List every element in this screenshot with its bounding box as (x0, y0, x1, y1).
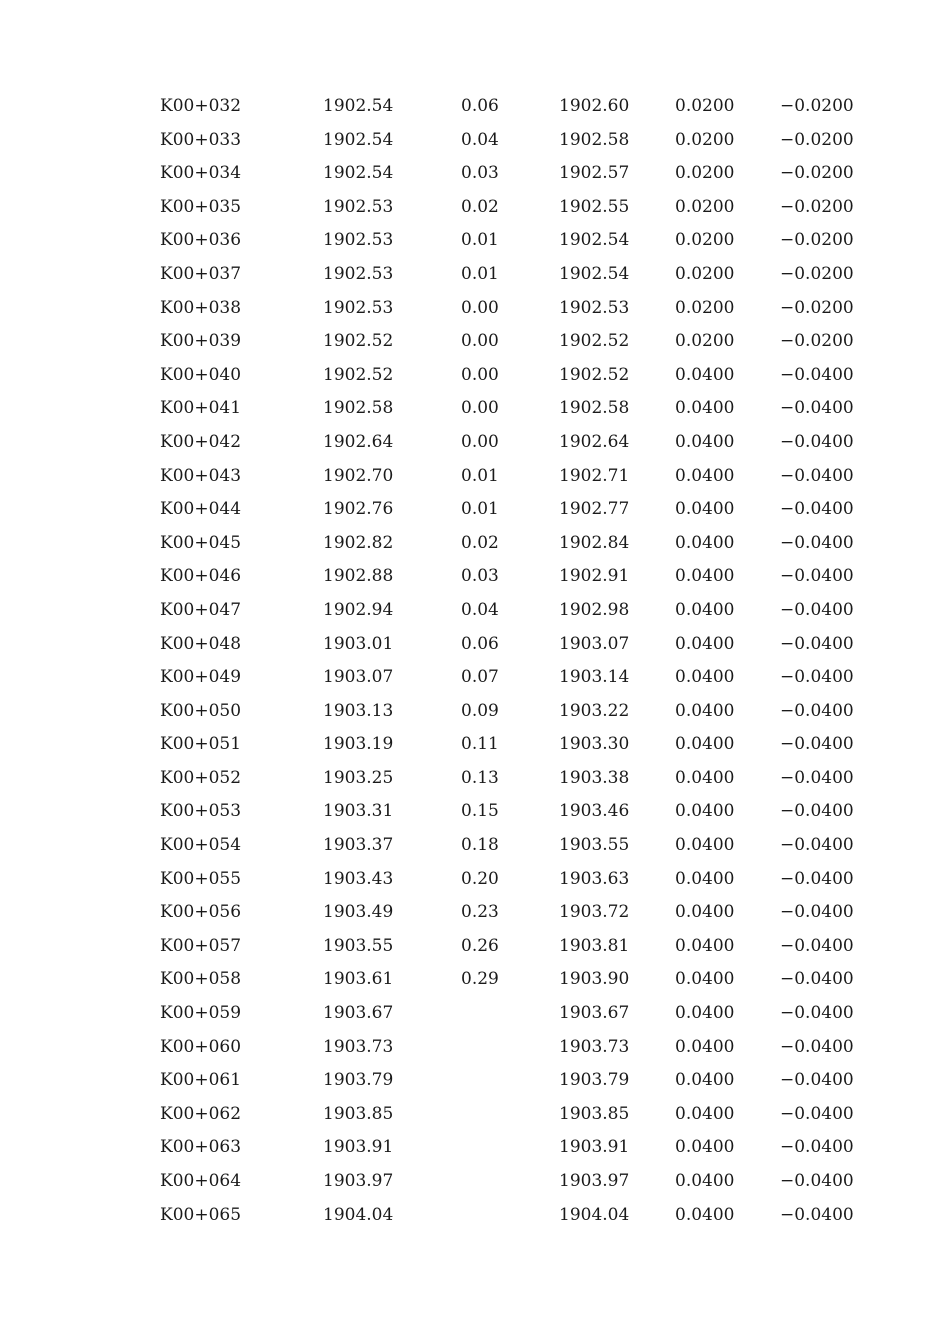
table-row (0, 963, 950, 997)
table-row (0, 157, 950, 191)
difference-cell: 0.00 (461, 331, 499, 352)
station-cell: K00+059 (160, 1003, 242, 1024)
design-elevation-cell: 1902.52 (559, 331, 630, 352)
difference-cell: 0.01 (461, 465, 499, 486)
station-cell: K00+061 (160, 1070, 242, 1091)
station-cell: K00+065 (160, 1204, 242, 1225)
station-cell: K00+032 (160, 96, 242, 116)
table-row (0, 728, 950, 762)
right-slope-cell: 0.0400 (675, 1036, 735, 1057)
difference-cell: 0.06 (461, 96, 499, 116)
design-elevation-cell: 1902.54 (559, 263, 630, 284)
station-cell: K00+039 (160, 331, 242, 352)
table-row (0, 560, 950, 594)
elevation-cell: 1904.04 (323, 1204, 394, 1225)
station-cell: K00+045 (160, 532, 242, 553)
difference-cell: 0.23 (461, 902, 499, 923)
design-elevation-cell: 1902.71 (559, 465, 630, 486)
elevation-cell: 1903.61 (323, 969, 394, 990)
design-elevation-cell: 1903.91 (559, 1137, 630, 1158)
table-row (0, 762, 950, 796)
elevation-cell: 1902.53 (323, 263, 394, 284)
elevation-cell: 1902.64 (323, 431, 394, 452)
left-slope-cell: −0.0400 (780, 935, 854, 956)
left-slope-cell: −0.0400 (780, 700, 854, 721)
right-slope-cell: 0.0200 (675, 331, 735, 352)
table-row (0, 829, 950, 863)
left-slope-cell: −0.0400 (780, 364, 854, 385)
table-row (0, 930, 950, 964)
design-elevation-cell: 1903.63 (559, 868, 630, 889)
difference-cell: 0.29 (461, 969, 499, 990)
difference-cell: 0.04 (461, 129, 499, 150)
right-slope-cell: 0.0200 (675, 230, 735, 251)
design-elevation-cell: 1903.90 (559, 969, 630, 990)
elevation-cell: 1902.53 (323, 297, 394, 318)
elevation-cell: 1902.52 (323, 364, 394, 385)
table-row (0, 1064, 950, 1098)
left-slope-cell: −0.0200 (780, 129, 854, 150)
right-slope-cell: 0.0400 (675, 566, 735, 587)
elevation-cell: 1902.58 (323, 398, 394, 419)
design-elevation-cell: 1903.79 (559, 1070, 630, 1091)
left-slope-cell: −0.0400 (780, 566, 854, 587)
right-slope-cell: 0.0400 (675, 700, 735, 721)
table-row (0, 90, 950, 124)
left-slope-cell: −0.0200 (780, 331, 854, 352)
design-elevation-cell: 1902.91 (559, 566, 630, 587)
left-slope-cell: −0.0200 (780, 230, 854, 251)
left-slope-cell: −0.0200 (780, 163, 854, 184)
station-cell: K00+057 (160, 935, 242, 956)
elevation-cell: 1903.31 (323, 801, 394, 822)
difference-cell: 0.02 (461, 196, 499, 217)
station-cell: K00+048 (160, 633, 242, 654)
right-slope-cell: 0.0200 (675, 297, 735, 318)
left-slope-cell: −0.0400 (780, 835, 854, 856)
table-row (0, 1199, 950, 1233)
table-row (0, 661, 950, 695)
design-elevation-cell: 1903.55 (559, 835, 630, 856)
station-cell: K00+051 (160, 734, 242, 755)
table-row (0, 292, 950, 326)
design-elevation-cell: 1902.52 (559, 364, 630, 385)
right-slope-cell: 0.0400 (675, 599, 735, 620)
right-slope-cell: 0.0400 (675, 1003, 735, 1024)
difference-cell: 0.01 (461, 499, 499, 520)
station-cell: K00+043 (160, 465, 242, 486)
elevation-cell: 1902.53 (323, 196, 394, 217)
left-slope-cell: −0.0400 (780, 969, 854, 990)
left-slope-cell: −0.0400 (780, 499, 854, 520)
right-slope-cell: 0.0200 (675, 196, 735, 217)
right-slope-cell: 0.0400 (675, 801, 735, 822)
right-slope-cell: 0.0400 (675, 398, 735, 419)
left-slope-cell: −0.0400 (780, 599, 854, 620)
elevation-cell: 1903.67 (323, 1003, 394, 1024)
table-row (0, 863, 950, 897)
right-slope-cell: 0.0400 (675, 1103, 735, 1124)
difference-cell: 0.00 (461, 431, 499, 452)
table-row (0, 1031, 950, 1065)
elevation-cell: 1903.37 (323, 835, 394, 856)
right-slope-cell: 0.0400 (675, 734, 735, 755)
station-cell: K00+058 (160, 969, 242, 990)
left-slope-cell: −0.0400 (780, 902, 854, 923)
elevation-cell: 1903.79 (323, 1070, 394, 1091)
station-cell: K00+042 (160, 431, 242, 452)
difference-cell: 0.15 (461, 801, 499, 822)
table-row (0, 1131, 950, 1165)
right-slope-cell: 0.0400 (675, 1070, 735, 1091)
table-row (0, 695, 950, 729)
elevation-cell: 1902.88 (323, 566, 394, 587)
design-elevation-cell: 1903.67 (559, 1003, 630, 1024)
left-slope-cell: −0.0400 (780, 1171, 854, 1191)
left-slope-cell: −0.0400 (780, 532, 854, 553)
design-elevation-cell: 1902.55 (559, 196, 630, 217)
difference-cell: 0.03 (461, 163, 499, 184)
design-elevation-cell: 1903.07 (559, 633, 630, 654)
difference-cell: 0.01 (461, 230, 499, 251)
table-row (0, 191, 950, 225)
station-cell: K00+046 (160, 566, 242, 587)
station-cell: K00+033 (160, 129, 242, 150)
elevation-cell: 1902.70 (323, 465, 394, 486)
difference-cell: 0.00 (461, 364, 499, 385)
elevation-cell: 1903.97 (323, 1171, 394, 1191)
table-row (0, 628, 950, 662)
elevation-cell: 1903.73 (323, 1036, 394, 1057)
right-slope-cell: 0.0400 (675, 667, 735, 688)
station-cell: K00+062 (160, 1103, 242, 1124)
station-cell: K00+037 (160, 263, 242, 284)
elevation-cell: 1903.19 (323, 734, 394, 755)
right-slope-cell: 0.0400 (675, 431, 735, 452)
right-slope-cell: 0.0400 (675, 969, 735, 990)
left-slope-cell: −0.0200 (780, 96, 854, 116)
design-elevation-cell: 1903.38 (559, 767, 630, 788)
difference-cell: 0.03 (461, 566, 499, 587)
right-slope-cell: 0.0200 (675, 163, 735, 184)
design-elevation-cell: 1903.14 (559, 667, 630, 688)
station-cell: K00+034 (160, 163, 242, 184)
station-cell: K00+052 (160, 767, 242, 788)
station-cell: K00+050 (160, 700, 242, 721)
left-slope-cell: −0.0400 (780, 801, 854, 822)
difference-cell: 0.06 (461, 633, 499, 654)
difference-cell: 0.13 (461, 767, 499, 788)
difference-cell: 0.11 (461, 734, 499, 755)
table-row (0, 460, 950, 494)
station-cell: K00+044 (160, 499, 242, 520)
station-cell: K00+035 (160, 196, 242, 217)
right-slope-cell: 0.0200 (675, 263, 735, 284)
left-slope-cell: −0.0400 (780, 633, 854, 654)
elevation-cell: 1902.76 (323, 499, 394, 520)
left-slope-cell: −0.0400 (780, 868, 854, 889)
station-cell: K00+049 (160, 667, 242, 688)
left-slope-cell: −0.0400 (780, 1137, 854, 1158)
design-elevation-cell: 1903.46 (559, 801, 630, 822)
left-slope-cell: −0.0200 (780, 297, 854, 318)
elevation-cell: 1902.54 (323, 96, 394, 116)
elevation-cell: 1903.25 (323, 767, 394, 788)
elevation-cell: 1902.52 (323, 331, 394, 352)
design-elevation-cell: 1903.30 (559, 734, 630, 755)
right-slope-cell: 0.0400 (675, 1204, 735, 1225)
difference-cell: 0.00 (461, 398, 499, 419)
right-slope-cell: 0.0400 (675, 633, 735, 654)
right-slope-cell: 0.0200 (675, 96, 735, 116)
right-slope-cell: 0.0400 (675, 835, 735, 856)
design-elevation-cell: 1903.72 (559, 902, 630, 923)
design-elevation-cell: 1902.58 (559, 129, 630, 150)
station-cell: K00+036 (160, 230, 242, 251)
table-row (0, 325, 950, 359)
difference-cell: 0.20 (461, 868, 499, 889)
left-slope-cell: −0.0400 (780, 1003, 854, 1024)
design-elevation-cell: 1902.54 (559, 230, 630, 251)
station-cell: K00+055 (160, 868, 242, 889)
table-row (0, 997, 950, 1031)
station-cell: K00+060 (160, 1036, 242, 1057)
station-cell: K00+064 (160, 1171, 242, 1191)
table-row (0, 392, 950, 426)
right-slope-cell: 0.0400 (675, 767, 735, 788)
elevation-cell: 1903.01 (323, 633, 394, 654)
design-elevation-cell: 1902.77 (559, 499, 630, 520)
table-row (0, 594, 950, 628)
station-cell: K00+038 (160, 297, 242, 318)
design-elevation-cell: 1902.58 (559, 398, 630, 419)
elevation-cell: 1902.54 (323, 163, 394, 184)
design-elevation-cell: 1902.57 (559, 163, 630, 184)
left-slope-cell: −0.0400 (780, 1103, 854, 1124)
station-cell: K00+053 (160, 801, 242, 822)
elevation-cell: 1903.85 (323, 1103, 394, 1124)
design-elevation-cell: 1903.97 (559, 1171, 630, 1191)
left-slope-cell: −0.0400 (780, 667, 854, 688)
design-elevation-cell: 1903.73 (559, 1036, 630, 1057)
station-cell: K00+063 (160, 1137, 242, 1158)
table-row (0, 224, 950, 258)
table-row (0, 493, 950, 527)
table-row (0, 124, 950, 158)
design-elevation-cell: 1902.98 (559, 599, 630, 620)
elevation-cell: 1902.53 (323, 230, 394, 251)
elevation-cell: 1903.43 (323, 868, 394, 889)
left-slope-cell: −0.0200 (780, 196, 854, 217)
difference-cell: 0.00 (461, 297, 499, 318)
station-cell: K00+054 (160, 835, 242, 856)
table-row (0, 795, 950, 829)
right-slope-cell: 0.0400 (675, 499, 735, 520)
left-slope-cell: −0.0400 (780, 431, 854, 452)
table-row (0, 1165, 950, 1199)
station-cell: K00+041 (160, 398, 242, 419)
table-row (0, 527, 950, 561)
data-table (0, 90, 950, 1232)
elevation-cell: 1902.54 (323, 129, 394, 150)
elevation-cell: 1902.94 (323, 599, 394, 620)
difference-cell: 0.02 (461, 532, 499, 553)
design-elevation-cell: 1903.85 (559, 1103, 630, 1124)
right-slope-cell: 0.0400 (675, 935, 735, 956)
design-elevation-cell: 1903.22 (559, 700, 630, 721)
left-slope-cell: −0.0400 (780, 465, 854, 486)
table-row (0, 896, 950, 930)
left-slope-cell: −0.0400 (780, 1204, 854, 1225)
right-slope-cell: 0.0400 (675, 902, 735, 923)
design-elevation-cell: 1903.81 (559, 935, 630, 956)
left-slope-cell: −0.0400 (780, 1070, 854, 1091)
elevation-cell: 1903.49 (323, 902, 394, 923)
difference-cell: 0.04 (461, 599, 499, 620)
right-slope-cell: 0.0200 (675, 129, 735, 150)
right-slope-cell: 0.0400 (675, 465, 735, 486)
station-cell: K00+056 (160, 902, 242, 923)
right-slope-cell: 0.0400 (675, 1171, 735, 1191)
elevation-cell: 1903.07 (323, 667, 394, 688)
left-slope-cell: −0.0400 (780, 1036, 854, 1057)
design-elevation-cell: 1902.60 (559, 96, 630, 116)
design-elevation-cell: 1904.04 (559, 1204, 630, 1225)
table-row (0, 426, 950, 460)
difference-cell: 0.07 (461, 667, 499, 688)
right-slope-cell: 0.0400 (675, 364, 735, 385)
right-slope-cell: 0.0400 (675, 868, 735, 889)
left-slope-cell: −0.0200 (780, 263, 854, 284)
difference-cell: 0.01 (461, 263, 499, 284)
design-elevation-cell: 1902.84 (559, 532, 630, 553)
station-cell: K00+040 (160, 364, 242, 385)
difference-cell: 0.26 (461, 935, 499, 956)
station-cell: K00+047 (160, 599, 242, 620)
elevation-cell: 1903.55 (323, 935, 394, 956)
table-row (0, 1098, 950, 1132)
difference-cell: 0.18 (461, 835, 499, 856)
design-elevation-cell: 1902.64 (559, 431, 630, 452)
difference-cell: 0.09 (461, 700, 499, 721)
elevation-cell: 1902.82 (323, 532, 394, 553)
design-elevation-cell: 1902.53 (559, 297, 630, 318)
right-slope-cell: 0.0400 (675, 1137, 735, 1158)
right-slope-cell: 0.0400 (675, 532, 735, 553)
elevation-cell: 1903.13 (323, 700, 394, 721)
table-row (0, 258, 950, 292)
left-slope-cell: −0.0400 (780, 734, 854, 755)
left-slope-cell: −0.0400 (780, 767, 854, 788)
table-row (0, 359, 950, 393)
left-slope-cell: −0.0400 (780, 398, 854, 419)
elevation-cell: 1903.91 (323, 1137, 394, 1158)
